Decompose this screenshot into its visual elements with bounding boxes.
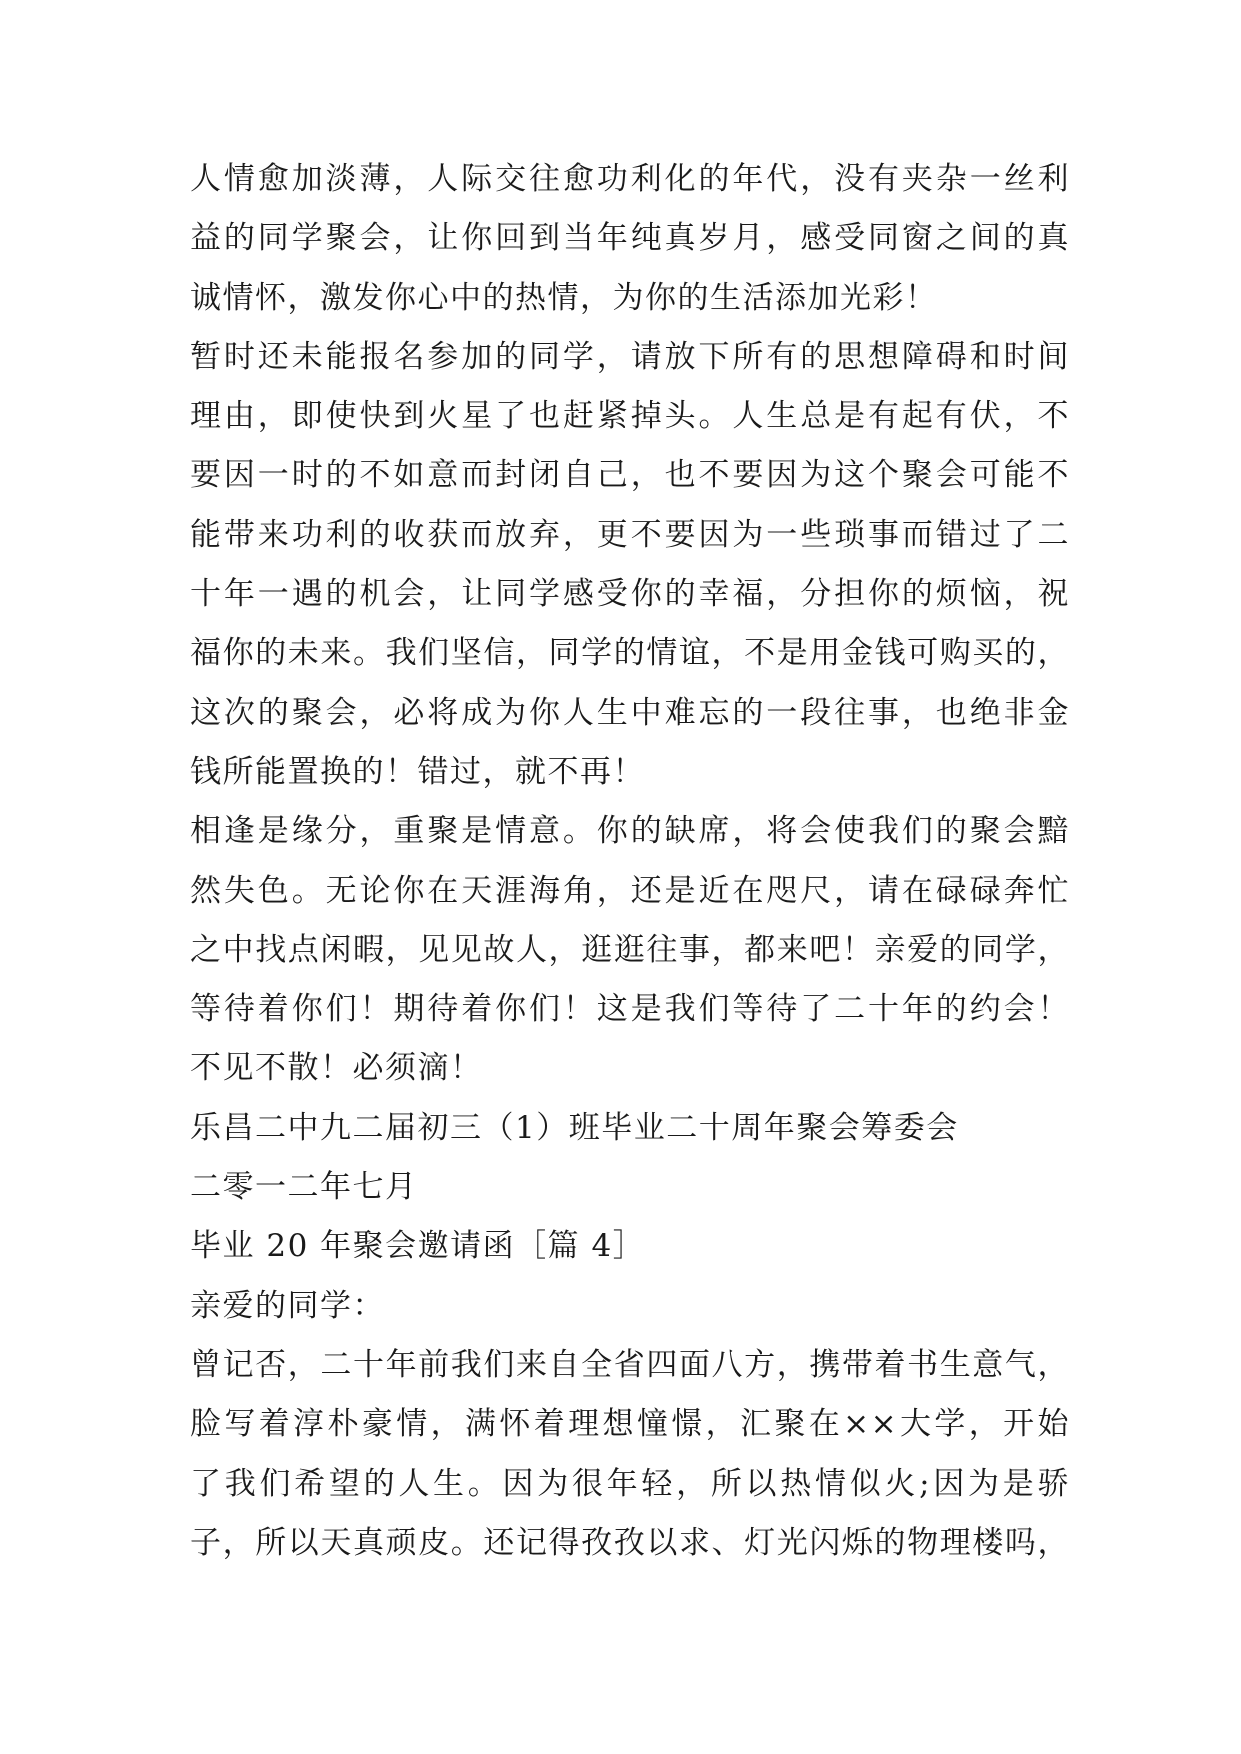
text-line: 益的同学聚会，让你回到当年纯真岁月，感受同窗之间的真 (190, 220, 1070, 257)
text-line: 相逢是缘分，重聚是情意。你的缺席，将会使我们的聚会黯 (190, 813, 1070, 850)
text-line: 了我们希望的人生。因为很年轻，所以热情似火;因为是骄 (190, 1465, 1070, 1502)
text-line: 然失色。无论你在天涯海角，还是近在咫尺，请在碌碌奔忙 (190, 872, 1070, 909)
text-line: 子，所以天真顽皮。还记得孜孜以求、灯光闪烁的物理楼吗， (190, 1524, 1070, 1561)
text-line: 等待着你们！期待着你们！这是我们等待了二十年的约会！ (190, 991, 1070, 1028)
text-line: 理由，即使快到火星了也赶紧掉头。人生总是有起有伏，不 (190, 398, 1070, 435)
text-line: 之中找点闲暇，见见故人，逛逛往事，都来吧！亲爱的同学， (190, 931, 1070, 968)
text-line: 要因一时的不如意而封闭自己，也不要因为这个聚会可能不 (190, 457, 1070, 494)
text-line: 这次的聚会，必将成为你人生中难忘的一段往事，也绝非金 (190, 694, 1070, 731)
text-line: 能带来功利的收获而放弃，更不要因为一些琐事而错过了二 (190, 516, 1070, 553)
text-line: 毕业 20 年聚会邀请函［篇 4］ (190, 1228, 646, 1265)
text-line: 亲爱的同学： (190, 1287, 385, 1324)
text-line: 二零一二年七月 (190, 1169, 418, 1206)
text-line: 福你的未来。我们坚信，同学的情谊，不是用金钱可购买的， (190, 635, 1070, 672)
text-line: 乐昌二中九二届初三（1）班毕业二十周年聚会筹委会 (190, 1109, 959, 1146)
document-body (190, 150, 1070, 1573)
text-line: 人情愈加淡薄，人际交往愈功利化的年代，没有夹杂一丝利 (190, 161, 1070, 197)
text-line: 十年一遇的机会，让同学感受你的幸福，分担你的烦恼，祝 (190, 576, 1070, 613)
text-line: 脸写着淳朴豪情，满怀着理想憧憬，汇聚在××大学，开始 (190, 1406, 1070, 1443)
text-line: 诚情怀，激发你心中的热情，为你的生活添加光彩！ (190, 279, 938, 316)
text-line: 曾记否，二十年前我们来自全省四面八方，携带着书生意气， (190, 1346, 1070, 1383)
text-line: 钱所能置换的！错过，就不再！ (190, 753, 645, 790)
text-line: 暂时还未能报名参加的同学，请放下所有的思想障碍和时间 (190, 338, 1070, 375)
text-line: 不见不散！必须滴！ (190, 1050, 483, 1087)
